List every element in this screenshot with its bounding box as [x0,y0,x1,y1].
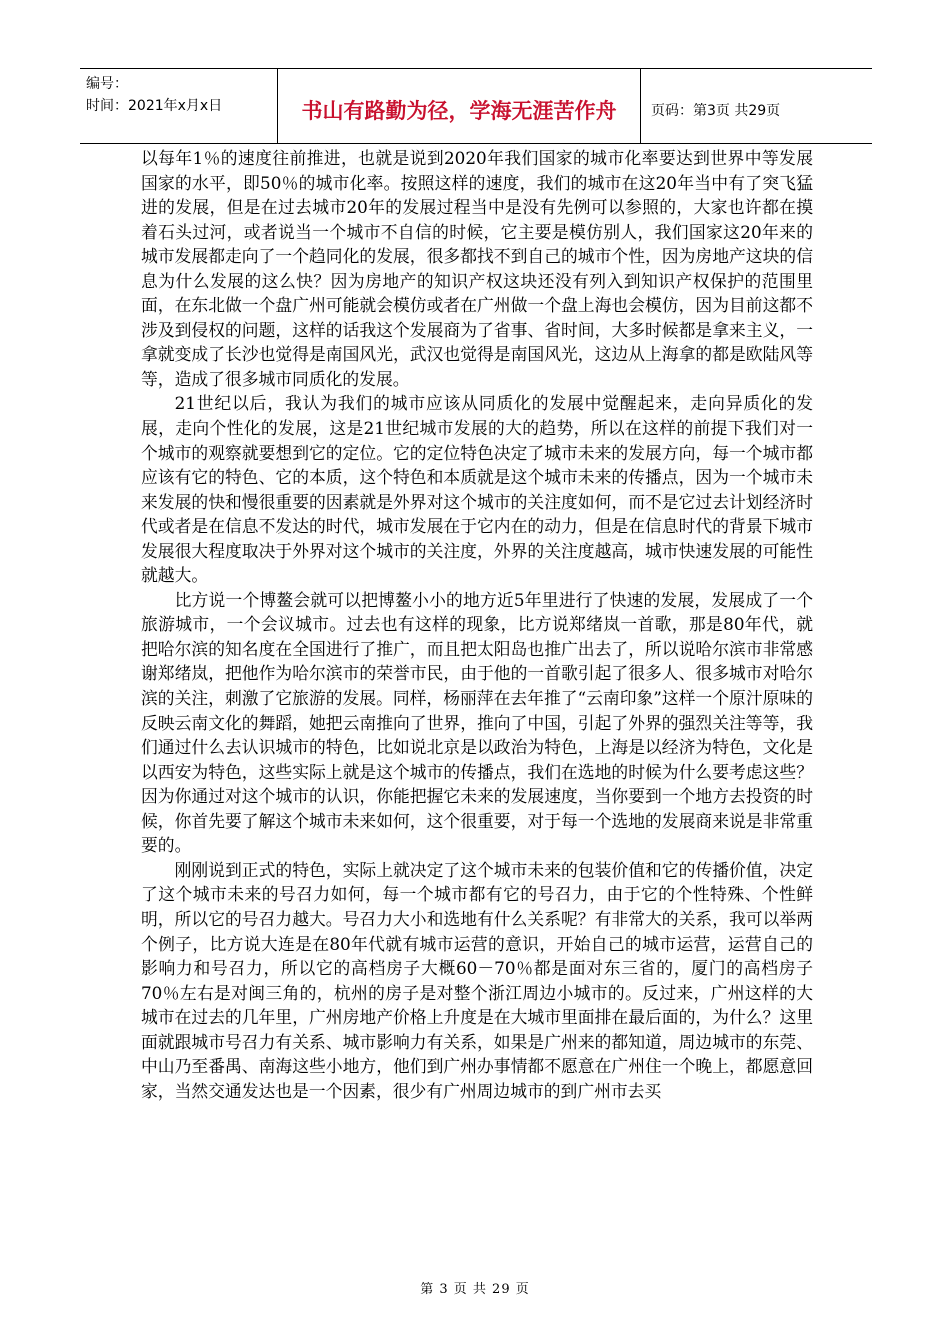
date-label: 时间：2021年x月x日 [86,98,223,114]
paragraph-2: 21世纪以后，我认为我们的城市应该从同质化的发展中觉醒起来，走向异质化的发展，走向个性化的发展，这是21世纪城市发展的大的趋势，所以在这样的前提下我们对一个城市的观察就要想到它的定位。它的定位特色决定了城市未来的发展方向，每一个城市都应该有它的特色、它的本质，这个特色和本质就是这个城市未来的传播点，因为一个城市未来发展的快和慢很重要的因素就是外界对这个城市的关注度如何，而不是它过去计划经济时代或者是在信息不发达的时代，城市发展在于它内在的动力，但是在信息时代的背景下城市发展很大程度取决于外界对这个城市的关注度，外界的关注度越高，城市快速发展的可能性就越大。 [141,393,813,586]
paragraph-1: 以每年1％的速度往前推进，也就是说到2020年我们国家的城市化率要达到世界中等发展国家的水平，即50％的城市化率。按照这样的速度，我们的城市在这20年当中有了突飞猛进的发展，但是在过去城市20年的发展过程当中是没有先例可以参照的，大家也许都在摸着石头过河，或者说当一个城市不自信的时候，它主要是模仿别人，我们国家这20年来的城市发展都走向了一个趋同化的发展，很多都找不到自己的城市个性，因为房地产这块的信息为什么发展的这么快？因为房地产的知识产权这块还没有列入到知识产权保护的范围里面，在东北做一个盘广州可能就会模仿或者在广州做一个盘上海也会模仿，因为目前这都不涉及到侵权的问题，这样的话我这个发展商为了省事、省时间，大多时候都是拿来主义，一拿就变成了长沙也觉得是南国风光，武汉也觉得是南国风光，这边从上海拿的都是欧陆风等等，造成了很多城市同质化的发展。 [141,148,813,389]
paragraph-4: 刚刚说到正式的特色，实际上就决定了这个城市未来的包装价值和它的传播价值，决定了这个城市未来的号召力如何，每一个城市都有它的号召力，由于它的个性特殊、个性鲜明，所以它的号召力越大。号召力大小和选地有什么关系呢？有非常大的关系，我可以举两个例子，比方说大连是在80年代就有城市运营的意识，开始自己的城市运营，运营自己的影响力和号召力，所以它的高档房子大概60－70％都是面对东三省的，厦门的高档房子70％左右是对闽三角的，杭州的房子是对整个浙江周边小城市的。反过来，广州这样的大城市在过去的几年里，广州房地产价格上升度是在大城市里面排在最后面的，为什么？这里面就跟城市号召力有关系、城市影响力有关系，如果是广州来的都知道，周边城市的东莞、中山乃至番禺、南海这些小地方，他们到广州办事情都不愿意在广州住一个晚上，都愿意回家，当然交通发达也是一个因素，很少有广州周边城市的到广州市去买 [141,859,813,1101]
header-page-info: 页码：第3页 共29页 [651,103,781,119]
header-motto: 书山有路勤为径，学海无涯苦作舟 [278,69,641,143]
paragraph-3: 比方说一个博鳌会就可以把博鳌小小的地方近5年里进行了快速的发展，发展成了一个旅游城市，一个会议城市。过去也有这样的现象，比方说郑绪岚一首歌，那是80年代，就把哈尔滨的知名度在全国进行了推广，而且把太阳岛也推广出去了，所以说哈尔滨市非常感谢郑绪岚，把他作为哈尔滨市的荣誉市民，由于他的一首歌引起了很多人、很多城市对哈尔滨的关注，刺激了它旅游的发展。同样，杨丽萍在去年推了“云南印象”这样一个原汁原味的反映云南文化的舞蹈，她把云南推向了世界，推向了中国，引起了外界的强烈关注等等，我们通过什么去认识城市的特色，比如说北京是以政治为特色，上海是以经济为特色，文化是以西安为特色，这些实际上就是这个城市的传播点，我们在选地的时候为什么要考虑这些？因为你通过对这个城市的认识，你能把握它未来的发展速度，当你要到一个地方去投资的时候，你首先要了解这个城市未来如何，这个很重要，对于每一个选地的发展商来说是非常重要的。 [141,589,813,856]
header-table [80,68,872,144]
document-body [141,146,813,1103]
number-label: 编号： [86,76,128,92]
page-footer: 第 3 页 共 29 页 [420,1282,530,1297]
header-meta [80,69,278,143]
